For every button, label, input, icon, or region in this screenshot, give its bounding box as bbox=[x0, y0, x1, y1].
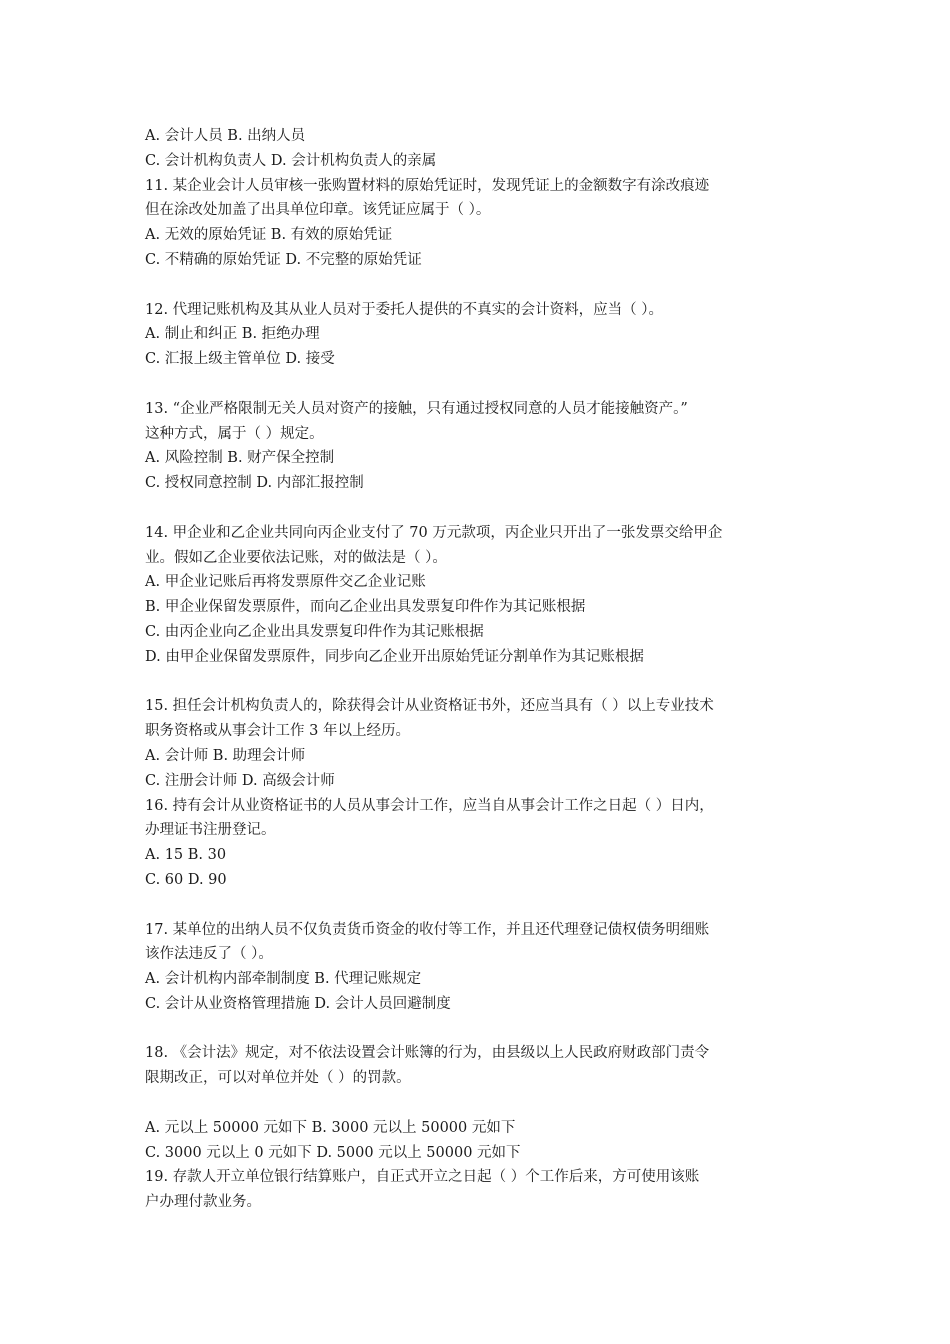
text-line: 16. 持有会计从业资格证书的人员从事会计工作，应当自从事会计工作之日起（ ）日内， bbox=[145, 797, 714, 814]
text-line: A. 会计师 B. 助理会计师 bbox=[145, 747, 306, 764]
text-line: A. 无效的原始凭证 B. 有效的原始凭证 bbox=[145, 227, 393, 244]
text-line: 职务资格或从事会计工作 3 年以上经历。 bbox=[145, 723, 410, 740]
text-line: C. 会计机构负责人 D. 会计机构负责人的亲属 bbox=[145, 152, 437, 169]
text-line: 该作法违反了（ ）。 bbox=[145, 946, 273, 963]
text-line: A. 制止和纠正 B. 拒绝办理 bbox=[145, 326, 320, 343]
text-line: C. 不精确的原始凭证 D. 不完整的原始凭证 bbox=[145, 251, 422, 268]
text-line: C. 60 D. 90 bbox=[145, 871, 227, 888]
text-line: 15. 担任会计机构负责人的，除获得会计从业资格证书外，还应当具有（ ）以上专业技术 bbox=[145, 698, 714, 715]
text-line: A. 风险控制 B. 财产保全控制 bbox=[145, 450, 335, 467]
text-line: A. 甲企业记账后再将发票原件交乙企业记账 bbox=[145, 574, 426, 591]
text-line: A. 会计人员 B. 出纳人员 bbox=[145, 128, 306, 144]
blank-line bbox=[145, 496, 825, 521]
blank-line bbox=[145, 893, 825, 918]
blank-line bbox=[145, 670, 825, 695]
text-line: C. 注册会计师 D. 高级会计师 bbox=[145, 772, 335, 789]
text-line: 但在涂改处加盖了出具单位印章。该凭证应属于（ ）。 bbox=[145, 202, 491, 219]
text-line: A. 15 B. 30 bbox=[145, 847, 227, 864]
text-line: 13. “企业严格限制无关人员对资产的接触，只有通过授权同意的人员才能接触资产。” bbox=[145, 400, 688, 417]
text-line: 18. 《会计法》规定，对不依法设置会计账簿的行为，由县级以上人民政府财政部门责令 bbox=[145, 1045, 710, 1062]
text-line: D. 由甲企业保留发票原件，同步向乙企业开出原始凭证分割单作为其记账根据 bbox=[145, 648, 644, 665]
blank-line bbox=[145, 372, 825, 397]
text-line: 户办理付款业务。 bbox=[145, 1194, 261, 1211]
text-line: A. 元以上 50000 元如下 B. 3000 元以上 50000 元如下 bbox=[145, 1119, 516, 1136]
text-line: C. 汇报上级主管单位 D. 接受 bbox=[145, 351, 335, 368]
blank-line bbox=[145, 1091, 825, 1116]
text-line: 17. 某单位的出纳人员不仅负责货币资金的收付等工作，并且还代理登记债权债务明细账 bbox=[145, 921, 710, 938]
text-line: 12. 代理记账机构及其从业人员对于委托人提供的不真实的会计资料，应当（ ）。 bbox=[145, 301, 664, 318]
text-line: 业。假如乙企业要依法记账，对的做法是（ ）。 bbox=[145, 549, 447, 566]
text-line: C. 3000 元以上 0 元如下 D. 5000 元以上 50000 元如下 bbox=[145, 1144, 521, 1161]
blank-line bbox=[145, 273, 825, 298]
blank-line bbox=[145, 1017, 825, 1042]
text-line: 办理证书注册登记。 bbox=[145, 822, 276, 839]
text-line: 限期改正，可以对单位并处（ ）的罚款。 bbox=[145, 1070, 411, 1087]
text-line: 14. 甲企业和乙企业共同向丙企业支付了 70 万元款项，丙企业只开出了一张发票交给甲企 bbox=[145, 524, 723, 541]
text-line: C. 由丙企业向乙企业出具发票复印件作为其记账根据 bbox=[145, 623, 484, 640]
question-text-block bbox=[145, 124, 825, 1215]
text-line: C. 会计从业资格管理措施 D. 会计人员回避制度 bbox=[145, 995, 451, 1012]
text-line: C. 授权同意控制 D. 内部汇报控制 bbox=[145, 475, 364, 492]
text-line: 19. 存款人开立单位银行结算账户，自正式开立之日起（ ）个工作后来，方可使用该账 bbox=[145, 1169, 700, 1186]
text-line: 这种方式，属于（ ）规定。 bbox=[145, 425, 324, 442]
text-line: B. 甲企业保留发票原件，而向乙企业出具发票复印件作为其记账根据 bbox=[145, 599, 586, 616]
text-line: A. 会计机构内部牵制制度 B. 代理记账规定 bbox=[145, 971, 422, 988]
text-line: 11. 某企业会计人员审核一张购置材料的原始凭证时，发现凭证上的金额数字有涂改痕迹 bbox=[145, 177, 710, 194]
